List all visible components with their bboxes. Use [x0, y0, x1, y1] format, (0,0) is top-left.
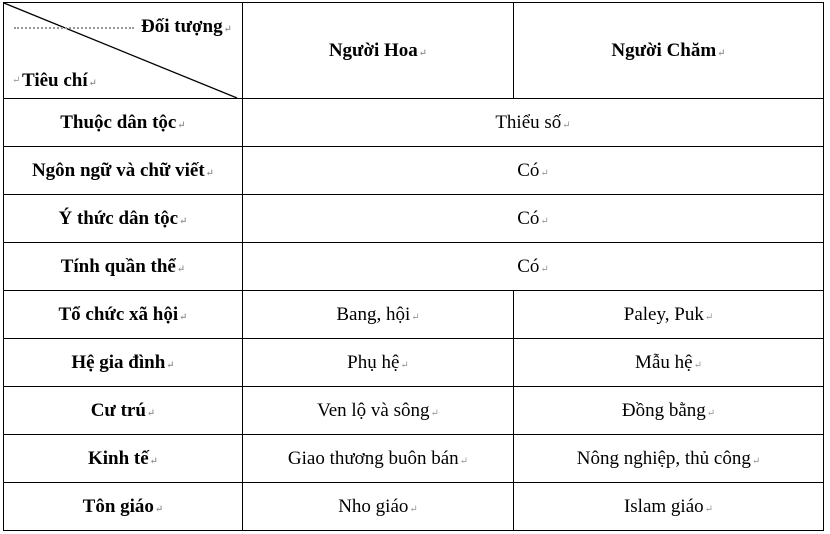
- criterion-label: Tiêu chí↵: [22, 70, 98, 91]
- table-row: [4, 99, 824, 147]
- hoa-value-cell: Bang, hội↵: [243, 291, 514, 339]
- table-row: [4, 291, 824, 339]
- criterion-cell: Kinh tế↵: [4, 435, 243, 483]
- object-label: Đối tượng↵: [141, 16, 232, 37]
- table-row: [4, 435, 824, 483]
- hoa-value-cell: Ven lộ và sông↵: [243, 387, 514, 435]
- criterion-cell: Ý thức dân tộc↵: [4, 195, 243, 243]
- criterion-cell: Thuộc dân tộc↵: [4, 99, 243, 147]
- cham-value-cell: Nông nghiệp, thủ công↵: [514, 435, 824, 483]
- table-row: [4, 195, 824, 243]
- hoa-value-cell: Giao thương buôn bán↵: [243, 435, 514, 483]
- paragraph-mark-icon: ↵: [12, 75, 21, 86]
- hoa-value-cell: Nho giáo↵: [243, 483, 514, 531]
- criterion-cell: Cư trú↵: [4, 387, 243, 435]
- table-row: [4, 243, 824, 291]
- table-row: [4, 339, 824, 387]
- criterion-cell: Hệ gia đình↵: [4, 339, 243, 387]
- cham-value-cell: Islam giáo↵: [514, 483, 824, 531]
- cham-value-cell: Paley, Puk↵: [514, 291, 824, 339]
- criterion-cell: Tính quần thể↵: [4, 243, 243, 291]
- criterion-cell: Ngôn ngữ và chữ viết↵: [4, 147, 243, 195]
- header-row: [4, 3, 824, 99]
- table-row: [4, 147, 824, 195]
- merged-value-cell: Có↵: [243, 243, 824, 291]
- criterion-cell: Tôn giáo↵: [4, 483, 243, 531]
- table-row: [4, 387, 824, 435]
- criterion-cell: Tổ chức xã hội↵: [4, 291, 243, 339]
- diagonal-header-cell: [4, 3, 243, 99]
- comparison-table: [3, 2, 824, 531]
- table-row: [4, 483, 824, 531]
- column-header-cham: Người Chăm↵: [514, 3, 824, 99]
- merged-value-cell: Có↵: [243, 147, 824, 195]
- merged-value-cell: Có↵: [243, 195, 824, 243]
- merged-value-cell: Thiểu số↵: [243, 99, 824, 147]
- column-header-hoa: Người Hoa↵: [243, 3, 514, 99]
- cham-value-cell: Mẫu hệ↵: [514, 339, 824, 387]
- hoa-value-cell: Phụ hệ↵: [243, 339, 514, 387]
- cham-value-cell: Đồng bằng↵: [514, 387, 824, 435]
- tab-leader-dots: [14, 27, 134, 29]
